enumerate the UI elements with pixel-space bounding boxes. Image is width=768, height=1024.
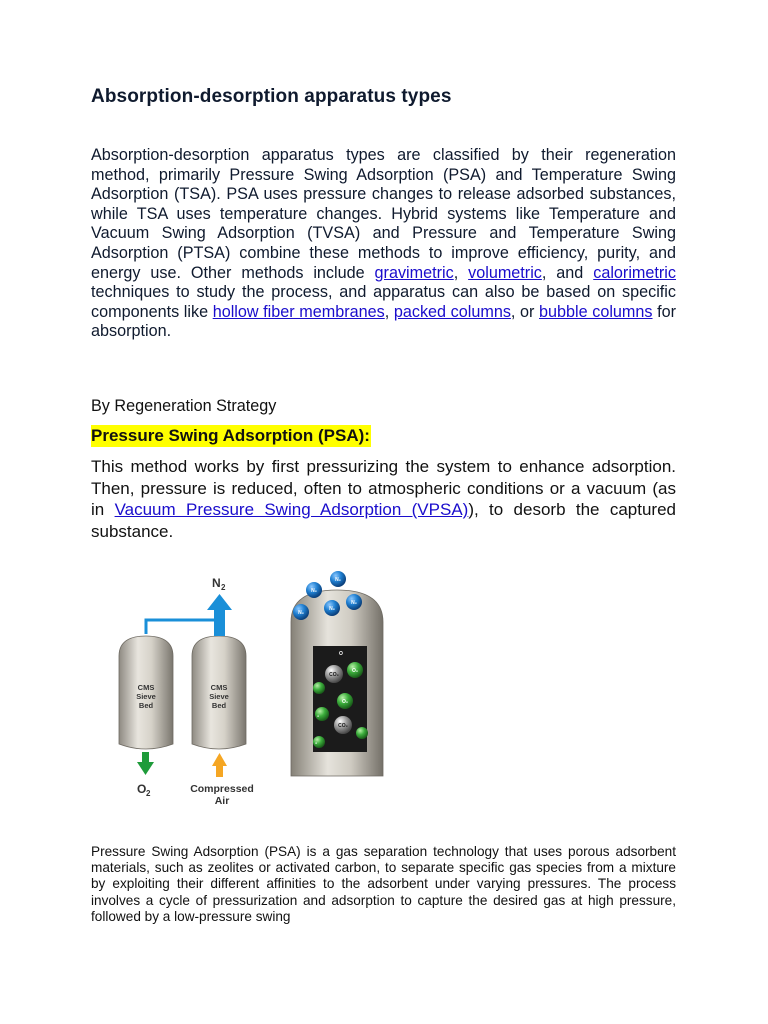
n2-output-arrow: [207, 594, 232, 636]
psa-diagram: [91, 556, 401, 808]
molecule-green-sphere-1: [313, 682, 325, 694]
n2-sphere-1-label: N₂: [311, 588, 317, 594]
compressed-air-label-1: Compressed: [190, 783, 254, 795]
molecule-o2-label: O₂: [351, 668, 359, 674]
n2-sphere-3-label: N₂: [298, 610, 304, 616]
link-volumetric[interactable]: volumetric: [468, 263, 542, 282]
psa-heading-highlight: Pressure Swing Adsorption (PSA):: [91, 426, 370, 445]
molecule-co2-label: CO₂: [329, 672, 339, 678]
section-subheading: By Regeneration Strategy: [91, 397, 277, 415]
intro-paragraph: [91, 146, 676, 342]
page-title: Absorption-desorption apparatus types: [91, 86, 452, 107]
n2-sphere-5-label: N₂: [351, 600, 357, 606]
o2-output-arrow: [137, 752, 154, 775]
molecule-green-sphere-3: [356, 727, 368, 739]
n2-output-label: N: [212, 576, 221, 590]
intro-text-1: Absorption-desorption apparatus types are classified by their regeneration method, primarily Pressure Swing Adsorption (PSA) and Temperature Swing Adsorption (TSA). PSA uses pressure changes to release adsorbed substances, while TSA uses temperature changes. Hybrid systems like Temperature and Vacuum Swing Adsorption (TVSA) and Pressure and Temperature Swing Adsorption (PTSA) combine these methods to improve efficiency, purity, and energy use. Other methods include: [91, 146, 676, 282]
psa-detail-paragraph: Pressure Swing Adsorption (PSA) is a gas separation technology that uses porous adsorbent materials, such as zeolites or activated carbon, to separate specific gas species from a mixture by exploiting their different affinities to the adsorbent under varying pressures. The process involves a cycle of pressurization and adsorption to capture the desired gas at high pressure, followed by a low-pressure swing: [91, 844, 676, 924]
flow-connector-line: [146, 620, 215, 634]
n2-output-subscript: 2: [221, 583, 226, 592]
link-gravimetric[interactable]: gravimetric: [374, 263, 454, 282]
molecule-co2-label-2: CO₂: [338, 723, 348, 729]
bed-1-label-cms: CMS: [137, 683, 155, 692]
link-bubble-columns[interactable]: bubble columns: [539, 302, 653, 321]
link-calorimetric[interactable]: calorimetric: [593, 263, 676, 282]
intro-text-3: for absorption.: [91, 302, 677, 341]
link-packed-columns[interactable]: packed columns: [393, 302, 511, 321]
bed-2-label-sieve: Sieve: [209, 692, 229, 701]
bed-2-label-bed: Bed: [211, 701, 227, 710]
bed-1-label-sieve: Sieve: [136, 692, 156, 701]
compressed-air-label-2: Air: [214, 795, 230, 807]
intro-sep-4: , or: [510, 302, 540, 321]
intro-sep-2: , and: [541, 263, 594, 282]
sieve-bed-2: [192, 636, 246, 749]
molecule-fragment-label: ₂: [317, 713, 320, 719]
psa-desc-text-1: This method works by first pressurizing the system to enhance adsorption. Then, pressure is reduced, often to atmospheric conditions or a vacuum (as in: [91, 457, 676, 520]
link-vpsa[interactable]: Vacuum Pressure Swing Adsorption (VPSA): [114, 500, 469, 520]
sieve-bed-1: [119, 636, 173, 749]
psa-desc-text-2: ), to desorb the captured substance.: [91, 500, 676, 541]
molecule-o2-label-2: O₂: [341, 699, 349, 705]
o2-output-subscript: 2: [146, 789, 151, 798]
intro-text-2: techniques to study the process, and apparatus can also be based on specific components like: [91, 283, 676, 321]
bed-1-label-bed: Bed: [138, 701, 154, 710]
intro-sep-3: ,: [384, 302, 394, 321]
n2-sphere-2-label: N₂: [335, 577, 341, 583]
o2-output-label: O: [137, 782, 147, 796]
molecule-fragment-label-2: ₂: [315, 740, 318, 746]
psa-heading: [91, 426, 371, 446]
psa-description: [91, 456, 676, 542]
n2-sphere-4-label: N₂: [329, 606, 335, 612]
intro-sep-1: ,: [453, 263, 469, 282]
air-input-arrow: [212, 753, 227, 777]
link-hollow-fiber-membranes[interactable]: hollow fiber membranes: [212, 302, 385, 321]
molecule-o-fragment: O: [339, 651, 343, 657]
bed-2-label-cms: CMS: [210, 683, 228, 692]
